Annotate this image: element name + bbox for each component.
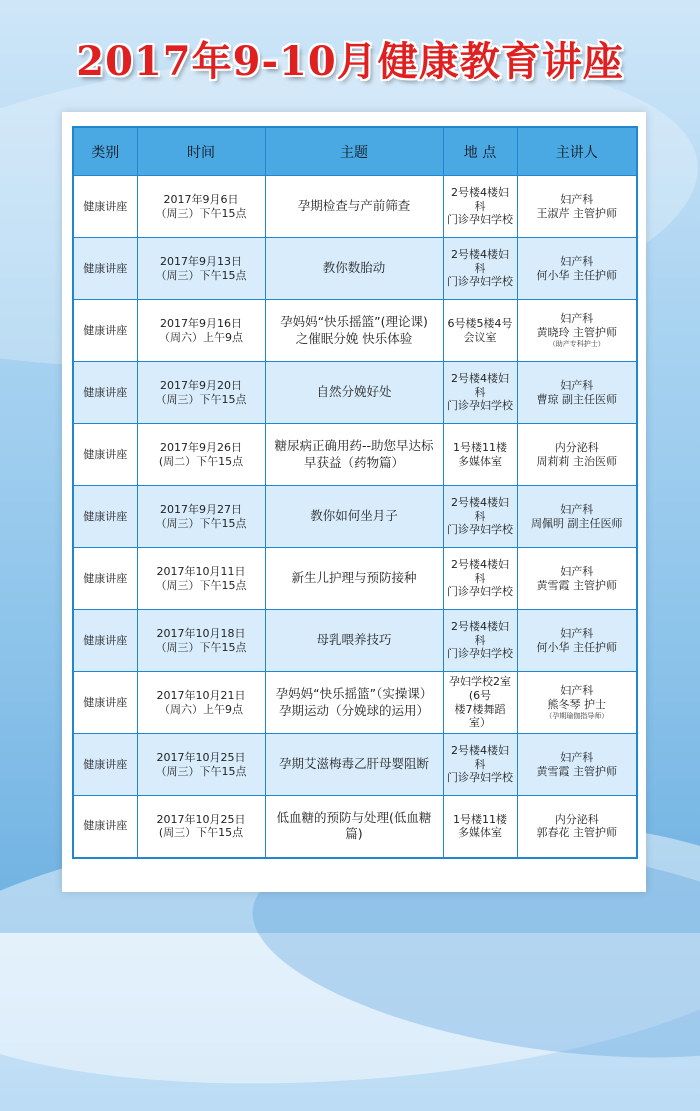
cell-time <box>137 672 265 734</box>
speaker-department: 妇产科 <box>560 312 594 326</box>
cell-category: 健康讲座 <box>73 362 137 424</box>
cell-speaker <box>517 362 637 424</box>
speaker-note: （孕期瑜伽指导师） <box>545 711 609 720</box>
topic-line: 孕妈妈“快乐摇篮”（实操课） <box>275 686 433 702</box>
lecture-date: 2017年10月18日 <box>156 626 246 640</box>
table-row <box>73 548 637 610</box>
topic-line: 母乳喂养技巧 <box>316 632 392 648</box>
cell-category: 健康讲座 <box>73 610 137 672</box>
location-line: 楼7楼舞蹈室） <box>454 702 506 730</box>
table-row <box>73 486 637 548</box>
table-row <box>73 796 637 858</box>
cell-time <box>137 176 265 238</box>
speaker-department: 妇产科 <box>560 378 594 392</box>
cell-topic <box>265 486 443 548</box>
lecture-date: 2017年10月25日 <box>156 750 246 764</box>
speaker-department: 妇产科 <box>560 192 594 206</box>
lecture-date: 2017年10月21日 <box>156 688 246 702</box>
topic-line: 新生儿护理与预防接种 <box>291 570 417 586</box>
location-line: 2号楼4楼妇科 <box>451 371 509 399</box>
speaker-department: 内分泌科 <box>554 440 599 454</box>
header-category: 类别 <box>73 127 137 176</box>
header-time: 时间 <box>137 127 265 176</box>
location-line: 孕妇学校2室(6号 <box>449 675 511 702</box>
location-line: 门诊孕妇学校 <box>447 523 513 537</box>
speaker-department: 妇产科 <box>560 564 594 578</box>
location-line: 多媒体室 <box>458 454 502 468</box>
cell-topic <box>265 734 443 796</box>
speaker-name-title: 熊冬琴 护士 <box>547 698 606 712</box>
speaker-name-title: 周佩明 副主任医师 <box>531 516 623 530</box>
speaker-name-title: 王淑芹 主管护师 <box>536 206 617 220</box>
cell-time <box>137 238 265 300</box>
cell-category: 健康讲座 <box>73 734 137 796</box>
speaker-note: （助产专科护士） <box>548 339 605 348</box>
location-line: 门诊孕妇学校 <box>447 771 513 785</box>
location-line: 多媒体室 <box>458 826 502 840</box>
lecture-date: 2017年9月27日 <box>160 502 242 516</box>
location-line: 2号楼4楼妇科 <box>451 743 509 771</box>
cell-topic <box>265 672 443 734</box>
lecture-time: （周三）下午15点 <box>155 206 247 220</box>
lecture-time: （周三）下午15点 <box>155 578 247 592</box>
header-location: 地 点 <box>443 127 517 176</box>
table-row <box>73 300 637 362</box>
cell-speaker <box>517 300 637 362</box>
cell-topic <box>265 548 443 610</box>
cell-topic <box>265 362 443 424</box>
speaker-name-title: 郭春花 主管护师 <box>536 826 617 840</box>
cell-category: 健康讲座 <box>73 486 137 548</box>
lecture-time: （周三）下午15点 <box>155 268 247 282</box>
speaker-name-title: 黄晓玲 主管护师 <box>536 326 617 340</box>
cell-time <box>137 548 265 610</box>
cell-time <box>137 362 265 424</box>
header-speaker: 主讲人 <box>517 127 637 176</box>
cell-location <box>443 548 517 610</box>
lecture-date: 2017年10月25日 <box>156 812 246 826</box>
cell-time <box>137 796 265 858</box>
table-header-row <box>73 127 637 176</box>
speaker-department: 内分泌科 <box>554 812 599 826</box>
location-line: 1号楼11楼 <box>453 440 507 454</box>
table-row <box>73 176 637 238</box>
cell-location <box>443 734 517 796</box>
cell-location <box>443 238 517 300</box>
topic-line: 孕期检查与产前筛查 <box>297 198 411 214</box>
lecture-time: (周二）下午15点 <box>158 454 244 468</box>
cell-speaker <box>517 486 637 548</box>
lecture-time: (周三）下午15点 <box>158 826 244 840</box>
topic-line: 早获益（药物篇） <box>303 454 404 470</box>
topic-line: 孕期运动（分娩球的运用） <box>278 702 429 718</box>
table-row <box>73 238 637 300</box>
cell-location <box>443 176 517 238</box>
schedule-panel <box>62 112 646 892</box>
cell-category: 健康讲座 <box>73 424 137 486</box>
cell-category: 健康讲座 <box>73 176 137 238</box>
topic-line: 孕妈妈“快乐摇篮”(理论课) <box>280 314 428 330</box>
cell-location <box>443 362 517 424</box>
lecture-time: （周三）下午15点 <box>155 392 247 406</box>
cell-topic <box>265 610 443 672</box>
table-row <box>73 362 637 424</box>
speaker-name-title: 何小华 主任护师 <box>536 268 617 282</box>
cell-location <box>443 486 517 548</box>
cell-speaker <box>517 424 637 486</box>
table-row <box>73 424 637 486</box>
lecture-date: 2017年9月13日 <box>160 254 242 268</box>
topic-line: 自然分娩好处 <box>316 384 392 400</box>
cell-category: 健康讲座 <box>73 300 137 362</box>
lecture-date: 2017年9月6日 <box>163 192 239 206</box>
speaker-department: 妇产科 <box>560 502 594 516</box>
lecture-time: （周三）下午15点 <box>155 764 247 778</box>
cell-speaker <box>517 796 637 858</box>
lecture-date: 2017年10月11日 <box>156 564 246 578</box>
speaker-name-title: 何小华 主任护师 <box>536 640 617 654</box>
speaker-name-title: 黄雪霞 主管护师 <box>536 764 617 778</box>
speaker-department: 妇产科 <box>560 750 594 764</box>
table-row <box>73 610 637 672</box>
location-line: 门诊孕妇学校 <box>447 275 513 289</box>
lecture-date: 2017年9月16日 <box>160 316 242 330</box>
topic-line: 之催眠分娩 快乐体验 <box>295 330 413 346</box>
speaker-name-title: 曹琼 副主任医师 <box>536 392 617 406</box>
speaker-department: 妇产科 <box>560 684 594 698</box>
lecture-time: （周三）下午15点 <box>155 516 247 530</box>
cell-speaker <box>517 672 637 734</box>
location-line: 6号楼5楼4号 <box>447 316 513 330</box>
location-line: 1号楼11楼 <box>453 812 507 826</box>
location-line: 门诊孕妇学校 <box>447 213 513 227</box>
cell-location <box>443 424 517 486</box>
location-line: 会议室 <box>463 330 497 344</box>
cell-topic <box>265 238 443 300</box>
table-row <box>73 672 637 734</box>
location-line: 2号楼4楼妇科 <box>451 557 509 585</box>
cell-time <box>137 734 265 796</box>
location-line: 2号楼4楼妇科 <box>451 185 509 213</box>
speaker-name-title: 周莉莉 主治医师 <box>536 454 617 468</box>
lecture-time: （周六）上午9点 <box>159 330 243 344</box>
cell-location <box>443 796 517 858</box>
lecture-date: 2017年9月26日 <box>160 440 242 454</box>
cell-topic <box>265 424 443 486</box>
cell-speaker <box>517 610 637 672</box>
table-row <box>73 734 637 796</box>
cell-location <box>443 610 517 672</box>
cell-location <box>443 672 517 734</box>
cell-category: 健康讲座 <box>73 548 137 610</box>
cell-speaker <box>517 176 637 238</box>
cell-category: 健康讲座 <box>73 238 137 300</box>
location-line: 2号楼4楼妇科 <box>451 619 509 647</box>
cell-speaker <box>517 734 637 796</box>
cell-location <box>443 300 517 362</box>
topic-line: 教你数胎动 <box>322 260 386 276</box>
cell-topic <box>265 176 443 238</box>
poster-title: 2017年9-10月健康教育讲座 <box>76 38 624 85</box>
speaker-name-title: 黄雪霞 主管护师 <box>536 578 617 592</box>
topic-line: 低血糖的预防与处理(低血糖篇) <box>276 810 432 842</box>
cell-time <box>137 300 265 362</box>
cell-topic <box>265 796 443 858</box>
speaker-department: 妇产科 <box>560 626 594 640</box>
cell-category: 健康讲座 <box>73 796 137 858</box>
location-line: 门诊孕妇学校 <box>447 647 513 661</box>
topic-line: 孕期艾滋梅毒乙肝母婴阻断 <box>278 756 429 772</box>
topic-line: 教你如何坐月子 <box>310 508 398 524</box>
cell-time <box>137 486 265 548</box>
cell-category: 健康讲座 <box>73 672 137 734</box>
header-topic: 主题 <box>265 127 443 176</box>
location-line: 2号楼4楼妇科 <box>451 247 509 275</box>
lecture-time: （周六）上午9点 <box>159 702 243 716</box>
location-line: 门诊孕妇学校 <box>447 585 513 599</box>
lecture-time: （周三）下午15点 <box>155 640 247 654</box>
cell-time <box>137 610 265 672</box>
cell-speaker <box>517 238 637 300</box>
topic-line: 糖尿病正确用药--助您早达标 <box>274 438 434 454</box>
cell-speaker <box>517 548 637 610</box>
lecture-schedule-table <box>72 126 638 859</box>
lecture-date: 2017年9月20日 <box>160 378 242 392</box>
location-line: 门诊孕妇学校 <box>447 399 513 413</box>
speaker-department: 妇产科 <box>560 254 594 268</box>
location-line: 2号楼4楼妇科 <box>451 495 509 523</box>
cell-topic <box>265 300 443 362</box>
cell-time <box>137 424 265 486</box>
